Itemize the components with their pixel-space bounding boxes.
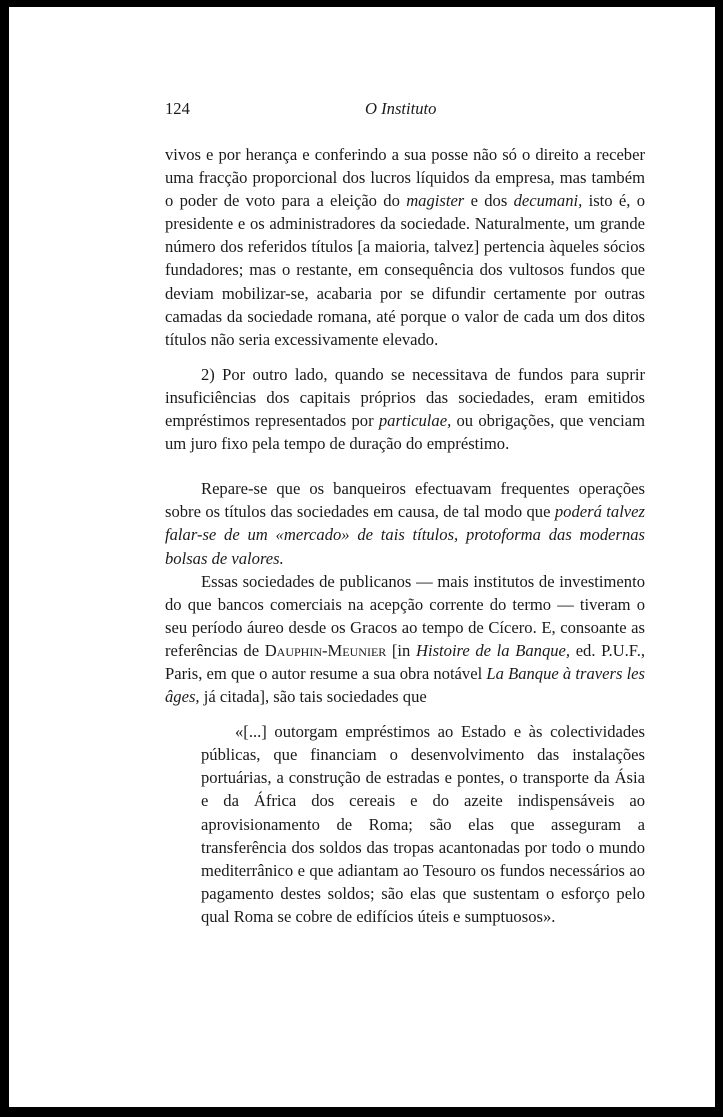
page-header (165, 99, 645, 121)
document-page (9, 7, 715, 1107)
body-text (165, 143, 645, 928)
paragraph-3: Repare-se que os banqueiros efectuavam frequentes operações sobre os títulos das sociedades em causa, de tal modo que poderá talvez falar-se de um «mercado» de tais títulos, protoforma das modernas bolsas de valores. (165, 479, 645, 568)
paragraph-4: Essas sociedades de publicanos — mais institutos de investimento do que bancos comerciais na acepção corrente do termo — tiveram o seu período áureo desde os Gracos ao tempo de Cícero. E, consoante as referências de Dauphin-Meunier [in Histoire de la Banque, ed. P.U.F., Paris, em que o autor resume a sua obra notável La Banque à travers les âges, já citada], são tais sociedades que (165, 571, 645, 707)
block-quote: «[...] outorgam empréstimos ao Estado e às colectividades públicas, que financiam o desenvolvimento das instalações portuárias, a construção de estradas e pontes, o transporte da Ásia e da África dos cereais e do azeite indispensáveis ao aprovisionamento de Roma; são elas que asseguram a transferência dos soldos das tropas acantonadas por todo o mundo mediterrânico e que adiantam ao Tesouro os fundos necessários ao pagamento destes soldos; são elas que sustentam o esforço pelo qual Roma se cobre de edifícios úteis e sumptuosos». (201, 722, 645, 926)
page-number: 124 (165, 99, 190, 118)
paragraph-1: vivos e por herança e conferindo a sua posse não só o direito a receber uma fracção proporcional dos lucros líquidos da empresa, mas também o poder de voto para a eleição do magister e dos decumani, isto é, o presidente e os administradores da sociedade. Naturalmente, um grande número dos referidos títulos [a maioria, talvez] pertencia àqueles sócios fundadores; mas o restante, em consequência dos vultosos fundos que deviam mobilizar-se, acabaria por se difundir certamente por outras camadas da sociedade romana, até porque o valor de cada um dos ditos títulos não seria excessivamente elevado. (165, 145, 645, 349)
author-name: Dauphin-Meunier (264, 640, 387, 660)
running-title: O Instituto (365, 99, 437, 118)
paragraph-2: 2) Por outro lado, quando se necessitava de fundos para suprir insuficiências dos capitais próprios das sociedades, eram emitidos empréstimos representados por particulae, ou obrigações, que venciam um juro fixo pela tempo de duração do empréstimo. (165, 364, 645, 454)
